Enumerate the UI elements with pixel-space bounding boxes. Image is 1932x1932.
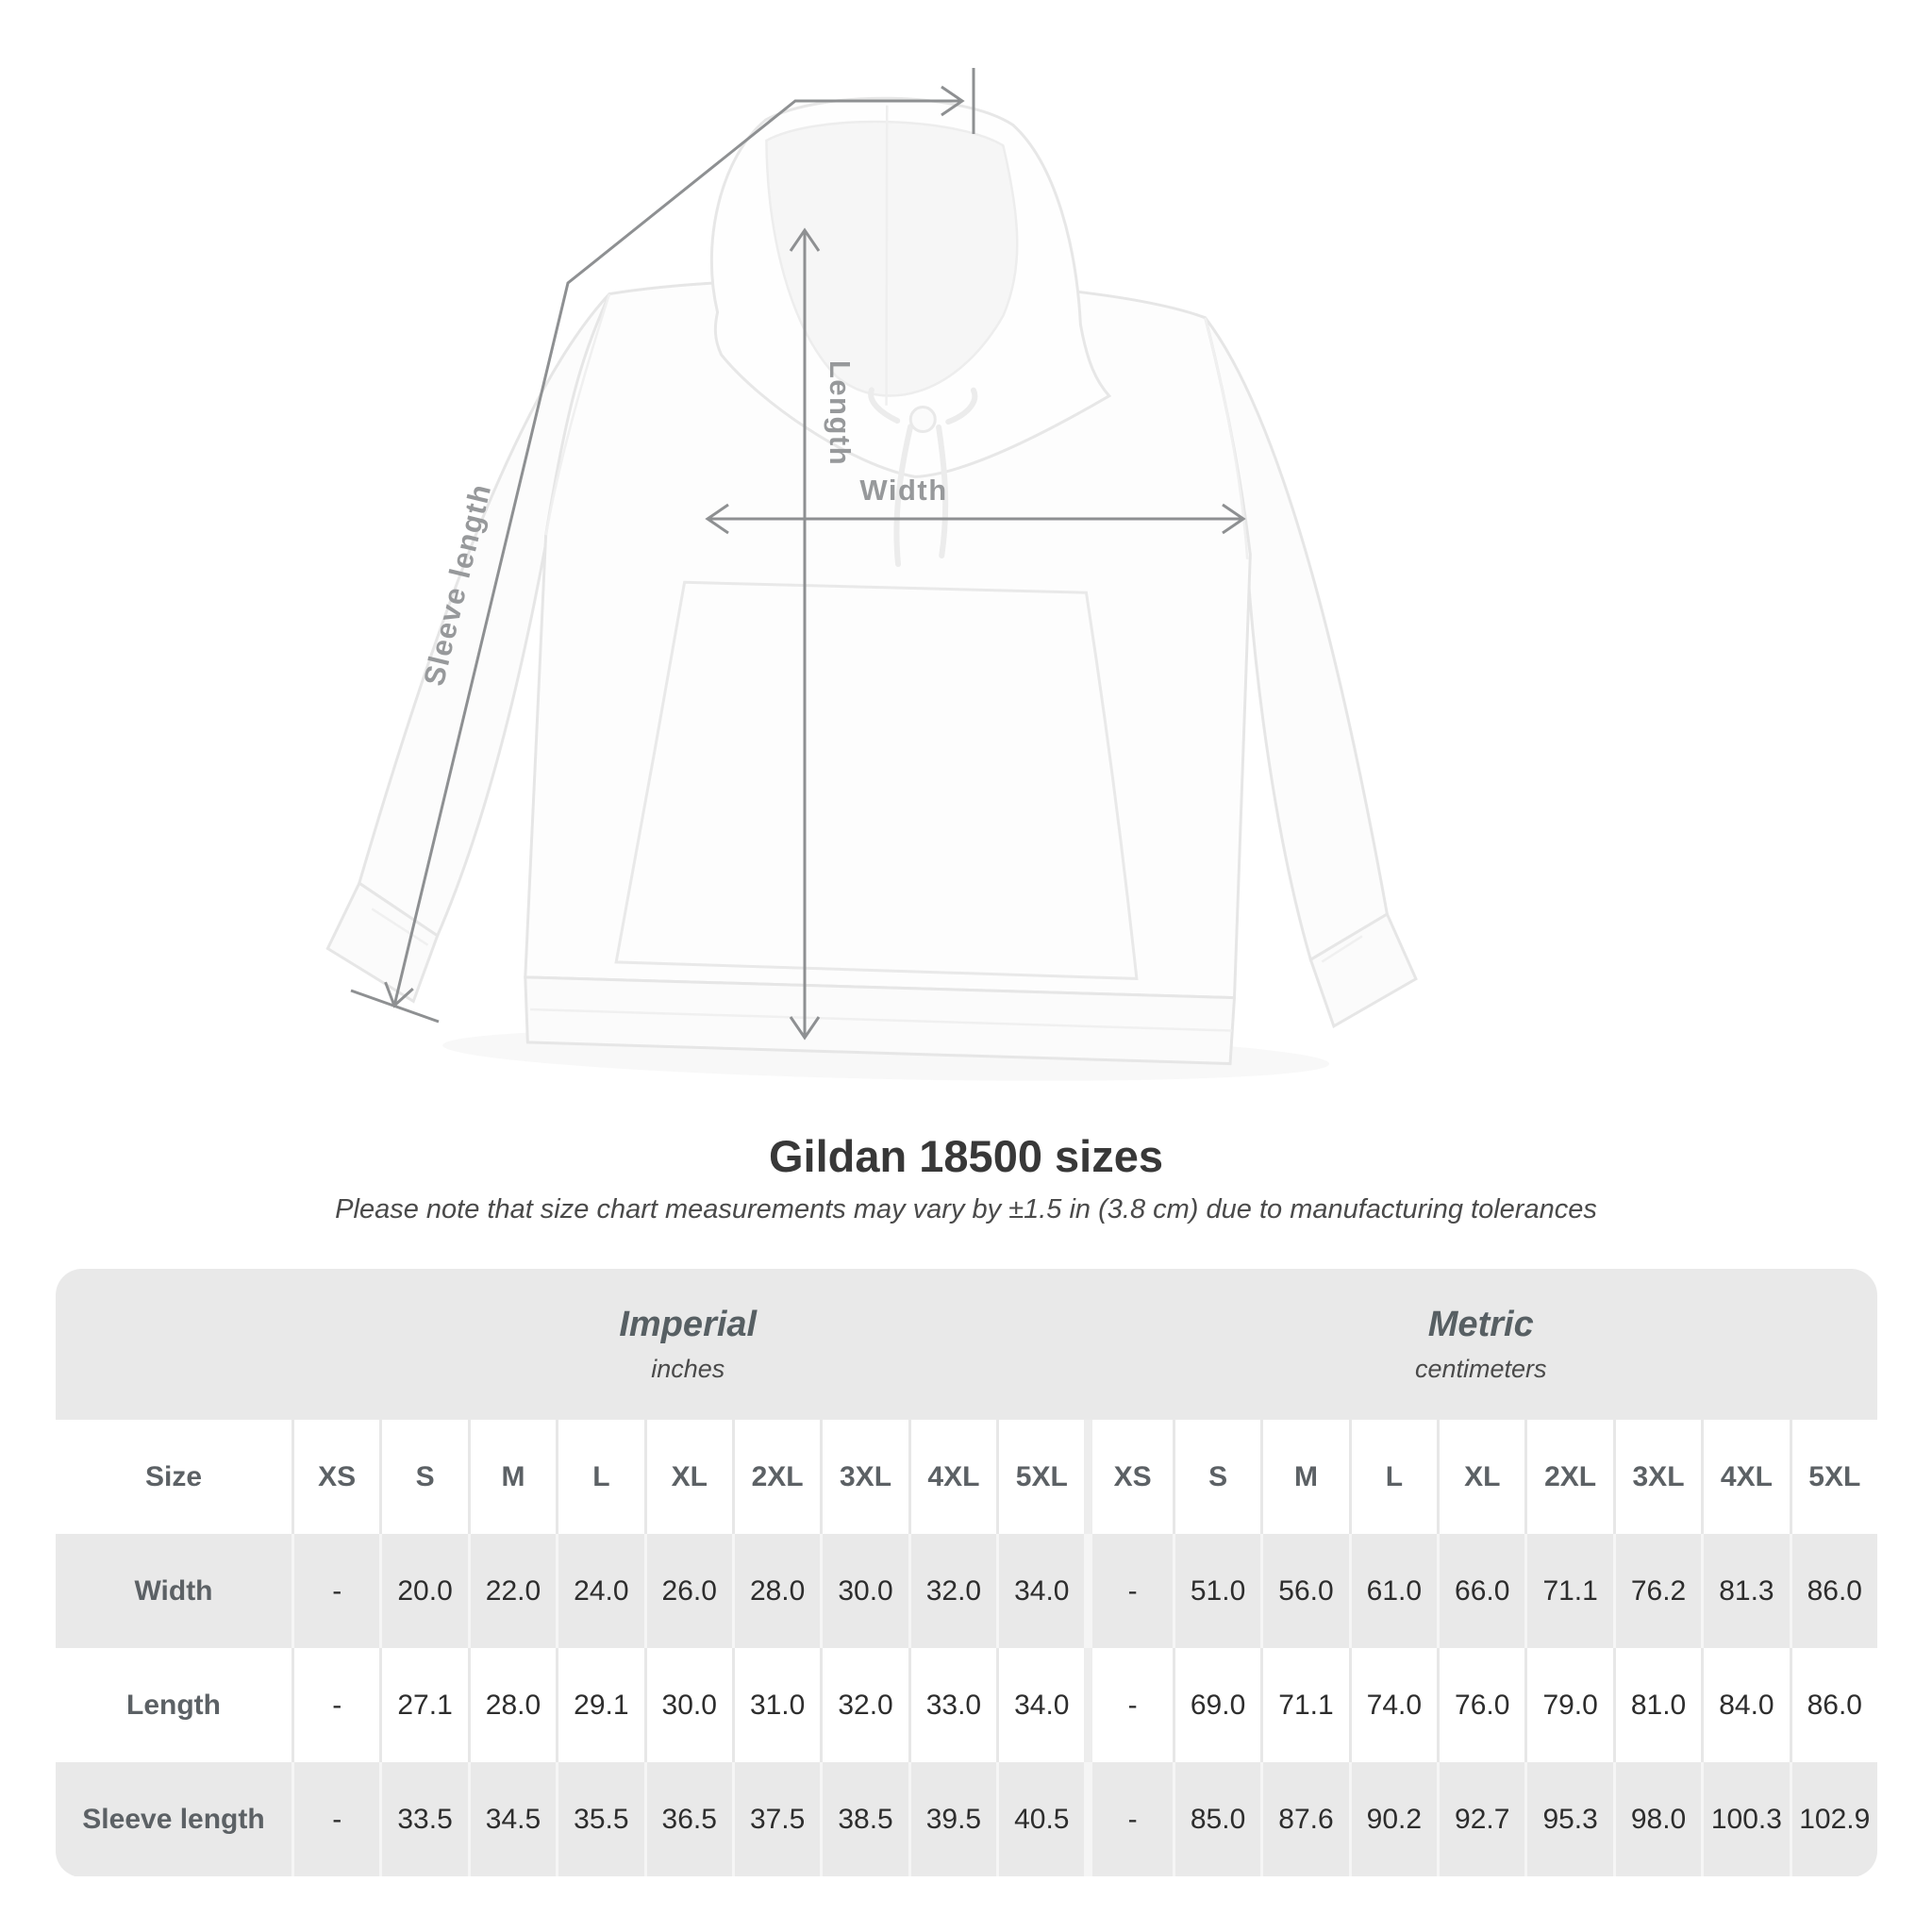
size-value-cell: - xyxy=(1084,1648,1172,1762)
size-col-header: 2XL xyxy=(732,1420,820,1534)
size-value-cell: 34.5 xyxy=(468,1762,556,1876)
size-value-cell: 32.0 xyxy=(820,1648,908,1762)
size-value-cell: 84.0 xyxy=(1701,1648,1789,1762)
size-value-cell: 85.0 xyxy=(1173,1762,1260,1876)
size-value-cell: 51.0 xyxy=(1173,1534,1260,1648)
size-value-cell: 76.2 xyxy=(1613,1534,1701,1648)
size-value-cell: 86.0 xyxy=(1790,1534,1877,1648)
size-col-header: 4XL xyxy=(1701,1420,1789,1534)
size-value-cell: 34.0 xyxy=(996,1648,1084,1762)
size-col-header: S xyxy=(379,1420,467,1534)
sleeve-length-label: Sleeve length xyxy=(417,479,498,690)
size-value-cell: 30.0 xyxy=(644,1648,732,1762)
size-value-cell: 20.0 xyxy=(379,1534,467,1648)
size-value-cell: 24.0 xyxy=(556,1534,643,1648)
size-col-header: M xyxy=(1260,1420,1348,1534)
size-header-row xyxy=(56,1420,1877,1534)
size-value-cell: 102.9 xyxy=(1790,1762,1877,1876)
size-value-cell: 38.5 xyxy=(820,1762,908,1876)
row-label: Width xyxy=(134,1574,213,1607)
size-table xyxy=(56,1269,1877,1877)
size-value-cell: - xyxy=(1084,1762,1172,1876)
size-value-cell: 66.0 xyxy=(1437,1534,1524,1648)
size-value-cell: 35.5 xyxy=(556,1762,643,1876)
size-value-cell: 81.3 xyxy=(1701,1534,1789,1648)
size-value-cell: 95.3 xyxy=(1524,1762,1612,1876)
metric-unit: centimeters xyxy=(1414,1355,1547,1383)
size-value-cell: 26.0 xyxy=(644,1534,732,1648)
size-value-cell: 27.1 xyxy=(379,1648,467,1762)
size-value-cell: 76.0 xyxy=(1437,1648,1524,1762)
hoodie-pocket xyxy=(616,581,1144,978)
tolerance-note: Please note that size chart measurements may vary by ±1.5 in (3.8 cm) due to manufacturing tolerances xyxy=(335,1194,1597,1224)
size-value-cell: - xyxy=(1084,1534,1172,1648)
size-value-cell: 69.0 xyxy=(1173,1648,1260,1762)
size-header-label: Size xyxy=(144,1460,203,1492)
size-value-cell: 39.5 xyxy=(908,1762,996,1876)
row-label: Sleeve length xyxy=(82,1803,265,1835)
size-value-cell: 92.7 xyxy=(1437,1762,1524,1876)
size-value-cell: 28.0 xyxy=(732,1534,820,1648)
size-value-cell: 37.5 xyxy=(732,1762,820,1876)
size-value-cell: - xyxy=(291,1762,379,1876)
hoodie-drawstring-knot xyxy=(910,407,936,432)
size-value-cell: 34.0 xyxy=(996,1534,1084,1648)
size-col-header: S xyxy=(1173,1420,1260,1534)
size-value-cell: 74.0 xyxy=(1349,1648,1437,1762)
hoodie-illustration xyxy=(325,87,1435,1090)
table-row-sleeve-length xyxy=(56,1762,1877,1876)
size-value-cell: 22.0 xyxy=(468,1534,556,1648)
size-value-cell: 71.1 xyxy=(1524,1534,1612,1648)
size-col-header: 3XL xyxy=(1613,1420,1701,1534)
metric-title: Metric xyxy=(1427,1305,1534,1344)
size-value-cell: 86.0 xyxy=(1790,1648,1877,1762)
size-value-cell: 30.0 xyxy=(820,1534,908,1648)
size-value-cell: 31.0 xyxy=(732,1648,820,1762)
size-col-header: XL xyxy=(1437,1420,1524,1534)
row-label: Length xyxy=(126,1689,221,1721)
size-value-cell: 90.2 xyxy=(1349,1762,1437,1876)
size-value-cell: 56.0 xyxy=(1260,1534,1348,1648)
size-col-header: 5XL xyxy=(996,1420,1084,1534)
size-value-cell: 98.0 xyxy=(1613,1762,1701,1876)
imperial-title: Imperial xyxy=(619,1305,758,1344)
table-row-length xyxy=(56,1648,1877,1762)
size-col-header: 2XL xyxy=(1524,1420,1612,1534)
size-col-header: L xyxy=(556,1420,643,1534)
size-value-cell: 71.1 xyxy=(1260,1648,1348,1762)
size-col-header: 4XL xyxy=(908,1420,996,1534)
size-value-cell: 36.5 xyxy=(644,1762,732,1876)
width-label: Width xyxy=(859,474,948,507)
size-value-cell: 61.0 xyxy=(1349,1534,1437,1648)
size-value-cell: 81.0 xyxy=(1613,1648,1701,1762)
metric-group-header xyxy=(1085,1305,1878,1384)
size-value-cell: - xyxy=(291,1534,379,1648)
size-col-header: XS xyxy=(291,1420,379,1534)
size-value-cell: 32.0 xyxy=(908,1534,996,1648)
size-value-cell: 33.5 xyxy=(379,1762,467,1876)
imperial-group-header xyxy=(291,1305,1085,1384)
size-col-header: M xyxy=(468,1420,556,1534)
size-col-header: 5XL xyxy=(1790,1420,1877,1534)
size-value-cell: 100.3 xyxy=(1701,1762,1789,1876)
length-label: Length xyxy=(824,359,857,467)
table-row-width xyxy=(56,1534,1877,1648)
size-value-cell: 79.0 xyxy=(1524,1648,1612,1762)
size-value-cell: 33.0 xyxy=(908,1648,996,1762)
size-value-cell: 29.1 xyxy=(556,1648,643,1762)
size-value-cell: 40.5 xyxy=(996,1762,1084,1876)
size-value-cell: - xyxy=(291,1648,379,1762)
unit-band xyxy=(56,1269,1877,1420)
size-value-cell: 28.0 xyxy=(468,1648,556,1762)
size-value-cell: 87.6 xyxy=(1260,1762,1348,1876)
size-col-header: L xyxy=(1349,1420,1437,1534)
size-col-header: XL xyxy=(644,1420,732,1534)
size-col-header: 3XL xyxy=(820,1420,908,1534)
sleeve-length-tick-bottom xyxy=(351,991,439,1022)
page-title: Gildan 18500 sizes xyxy=(768,1131,1164,1181)
size-col-header: XS xyxy=(1084,1420,1172,1534)
imperial-unit: inches xyxy=(651,1355,725,1383)
